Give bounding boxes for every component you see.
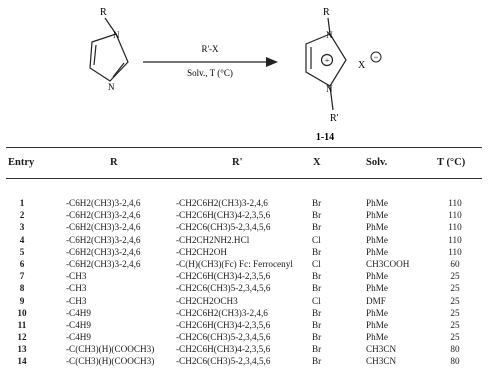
cell-x: Br (312, 271, 322, 282)
cell-x: Br (312, 210, 322, 221)
cell-r-prime: -CH2C6(CH3)5-2,3,4,5,6 (176, 222, 271, 233)
cell-x: Cl (312, 234, 321, 245)
cell-r-prime: -CH2C6H2(CH3)3-2,4,6 (176, 198, 268, 208)
cell-r-prime: -CH2C6H2(CH3)3-2,4,6 (176, 307, 268, 318)
cell-r-prime: -CH2C6H(CH3)4-2,3,5,6 (176, 210, 271, 221)
cell-r-prime: -CH2C6H(CH3)4-2,3,5,6 (176, 344, 271, 355)
cell-x: Cl (312, 295, 321, 306)
cell-temperature: 25 (450, 319, 460, 330)
table-top-rule (6, 147, 482, 148)
reaction-arrow (143, 57, 278, 67)
cell-entry: 4 (19, 234, 25, 245)
cell-solvent: PhMe (366, 222, 388, 233)
reagent-label: R'-X (201, 44, 219, 54)
cell-temperature: 110 (448, 234, 462, 245)
cell-r: -CH3 (66, 295, 87, 306)
cell-x: Br (312, 319, 322, 330)
cell-entry: 12 (17, 332, 27, 343)
cell-x: Br (312, 307, 322, 318)
cell-temperature: 80 (450, 344, 460, 355)
cell-solvent: CH3CN (366, 344, 397, 355)
cell-r: -C4H9 (66, 307, 92, 318)
cell-temperature: 25 (450, 307, 460, 318)
cell-r: -C6H2(CH3)3-2,4,6 (66, 210, 141, 221)
cell-r: -CH3 (66, 271, 87, 282)
cell-r-prime: -CH2CH2OH (176, 246, 228, 257)
counterion-charge-sign: − (373, 52, 379, 62)
cell-r: -C6H2(CH3)3-2,4,6 (66, 234, 141, 245)
cell-r: -C4H9 (66, 332, 92, 343)
cell-r: -C6H2(CH3)3-2,4,6 (66, 246, 141, 257)
cell-entry: 7 (19, 271, 25, 282)
product-plus-sign: + (324, 56, 330, 65)
cell-r-prime: -CH2C6H(CH3)4-2,3,5,6 (176, 319, 271, 330)
header-temperature: T (°C) (437, 157, 466, 168)
table-row (0, 308, 488, 320)
cell-entry: 3 (19, 222, 25, 233)
cell-temperature: 25 (450, 295, 460, 306)
cell-temperature: 110 (448, 198, 462, 208)
cell-r-prime: -CH2CH2NH2.HCl (176, 234, 250, 245)
cell-solvent: CH3CN (366, 356, 397, 367)
cell-temperature: 25 (450, 332, 460, 343)
cell-solvent: PhMe (366, 332, 388, 343)
cell-x: Br (312, 344, 322, 355)
table-row (0, 210, 488, 222)
cell-entry: 6 (19, 258, 25, 269)
cell-r: -C6H2(CH3)3-2,4,6 (66, 258, 141, 269)
table-row (0, 332, 488, 344)
table-row (0, 247, 488, 259)
cell-r: -CH3 (66, 283, 87, 294)
cell-temperature: 25 (450, 271, 460, 282)
reactant-n3-label: N (108, 82, 115, 92)
product-n3-label: N (326, 84, 333, 94)
cell-r: -C6H2(CH3)3-2,4,6 (66, 198, 141, 208)
cell-x: Cl (312, 258, 321, 269)
cell-entry: 9 (19, 295, 25, 306)
compound-range-label: 1-14 (315, 132, 335, 143)
cell-solvent: PhMe (366, 319, 388, 330)
reactant-double-bond-2 (113, 63, 124, 77)
table-row (0, 198, 488, 210)
reactant-double-bond-1 (94, 45, 96, 65)
table-header-rule (6, 178, 482, 179)
cell-r-prime: -C(H)(CH3)(Fc) Fc: Ferrocenyl (176, 258, 293, 269)
cell-solvent: PhMe (366, 271, 388, 282)
cell-temperature: 80 (450, 356, 460, 367)
conditions-label: Solv., T (°C) (187, 68, 233, 78)
cell-temperature: 25 (450, 283, 460, 294)
table-row (0, 271, 488, 283)
cell-x: Br (312, 222, 322, 233)
counterion-label: X (358, 60, 366, 71)
cell-solvent: PhMe (366, 307, 388, 318)
cell-r-prime: -CH2C6(CH3)5-2,3,4,5,6 (176, 332, 271, 343)
cell-r-prime: -CH2CH2OCH3 (176, 295, 238, 306)
header-solvent: Solv. (366, 157, 388, 168)
cell-entry: 10 (17, 307, 27, 318)
reaction-scheme (0, 0, 488, 150)
cell-temperature: 110 (448, 210, 462, 221)
reaction-scheme-drawing (0, 0, 488, 150)
cell-x: Br (312, 283, 322, 294)
cell-entry: 14 (17, 356, 27, 367)
reactant-imidazole (90, 18, 128, 81)
cell-x: Br (312, 198, 322, 208)
cell-solvent: PhMe (366, 246, 388, 257)
cell-solvent: PhMe (366, 283, 388, 294)
table-header (0, 155, 488, 173)
product-r-prime-label: R' (330, 113, 339, 124)
cell-r: -C6H2(CH3)3-2,4,6 (66, 222, 141, 233)
cell-r-prime: -CH2C6H(CH3)4-2,3,5,6 (176, 271, 271, 282)
cell-temperature: 60 (450, 258, 460, 269)
reactant-ring (90, 34, 128, 81)
cell-entry: 11 (17, 319, 27, 330)
cell-entry: 13 (17, 344, 27, 355)
cell-r: -C(CH3)(H)(COOCH3) (66, 344, 155, 355)
table-row (0, 283, 488, 295)
cell-entry: 2 (19, 210, 25, 221)
cell-temperature: 110 (448, 222, 462, 233)
cell-temperature: 110 (448, 246, 462, 257)
table-row (0, 259, 488, 271)
header-r-prime: R' (232, 157, 243, 168)
table-row (0, 356, 488, 368)
cell-r-prime: -CH2C6(CH3)5-2,3,4,5,6 (176, 356, 271, 367)
cell-entry: 5 (19, 246, 25, 257)
table-body (0, 198, 488, 369)
cell-r: -C4H9 (66, 319, 92, 330)
cell-solvent: PhMe (366, 210, 388, 221)
product-n1-label: N (326, 30, 333, 40)
cell-entry: 1 (19, 198, 25, 208)
header-x: X (313, 157, 321, 168)
cell-r-prime: -CH2C6(CH3)5-2,3,4,5,6 (176, 283, 271, 294)
cell-x: Br (312, 356, 322, 367)
cell-solvent: DMF (366, 295, 386, 306)
header-entry: Entry (8, 157, 35, 168)
cell-entry: 8 (19, 283, 25, 294)
product-r-label: R (323, 7, 330, 18)
reactant-n1-label: N (113, 30, 120, 40)
cell-solvent: PhMe (366, 234, 388, 245)
header-r: R (110, 157, 118, 168)
table-row (0, 222, 488, 234)
cell-r: -C(CH3)(H)(COOCH3) (66, 356, 155, 367)
cell-solvent: CH3COOH (366, 258, 410, 269)
cell-x: Br (312, 246, 322, 257)
cell-solvent: PhMe (366, 198, 388, 208)
cell-x: Br (312, 332, 322, 343)
table-row (0, 235, 488, 247)
table-row (0, 344, 488, 356)
table-row (0, 296, 488, 308)
reactant-r-label: R (100, 7, 107, 18)
table-row (0, 320, 488, 332)
